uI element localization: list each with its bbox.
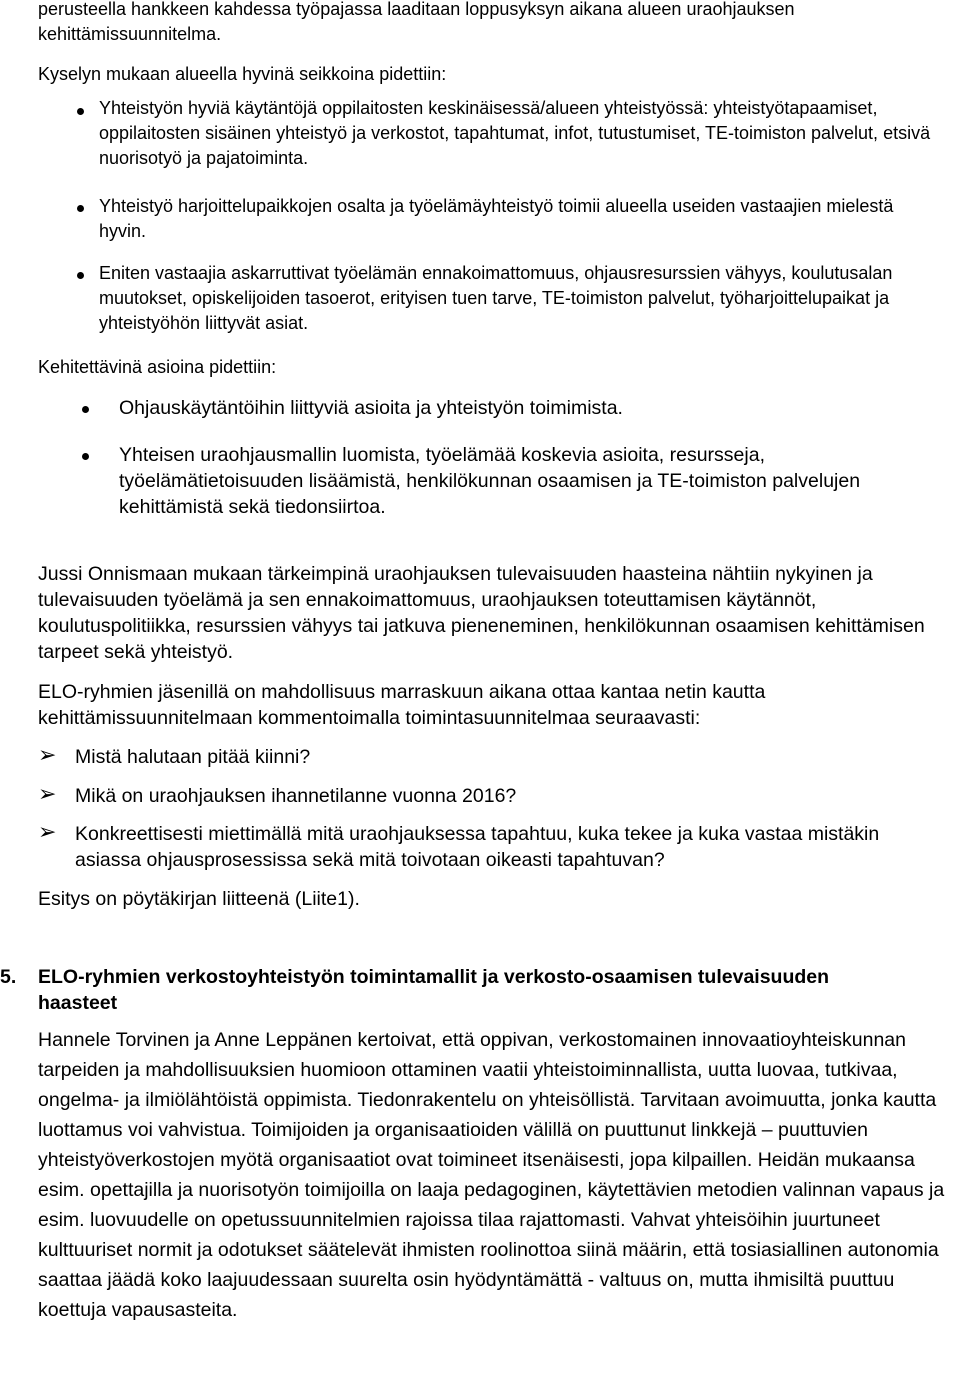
- section-number: 5.: [0, 966, 17, 988]
- good-things-heading: Kyselyn mukaan alueella hyvinä seikkoina pidettiin:: [38, 64, 447, 84]
- bullet-dot-icon: [82, 453, 89, 460]
- bullet-dot-icon: [77, 205, 84, 212]
- arrow-bullet-icon: ➢: [38, 743, 57, 768]
- list-item: Mistä halutaan pitää kiinni?: [75, 746, 311, 768]
- list-item: Mikä on uraohjauksen ihannetilanne vuonna 2016?: [75, 785, 517, 807]
- bullet-dot-icon: [82, 406, 89, 413]
- list-item: Ohjauskäytäntöihin liittyviä asioita ja yhteistyön toimimista.: [119, 397, 623, 419]
- intro-paragraph: perusteella hankkeen kahdessa työpajassa laaditaan loppusyksyn aikana alueen uraohjauksen kehittämissuunnitelma.: [38, 0, 795, 44]
- list-item: Konkreettisesti miettimällä mitä uraohjauksessa tapahtuu, kuka tekee ja kuka vastaa mistäkin asiassa ohjausprosessissa sekä mitä toivotaan oikeasti tapahtuvan?: [75, 823, 880, 871]
- list-item: Yhteisen uraohjausmallin luomista, työelämää koskevia asioita, resursseja, työelämätietoisuuden lisäämistä, henkilökunnan osaamisen ja TE-toimiston palvelujen kehittämistä sekä tiedonsiirtoa.: [119, 444, 861, 518]
- final-paragraph: Hannele Torvinen ja Anne Leppänen kertoivat, että oppivan, verkostomainen innovaatioyhteiskunnan tarpeiden ja mahdollisuuksien huomioon ottaminen vaatii yhteistoiminnallista, uutta luovaa, tutkivaa, ongelma- ja ilmiölähtöistä oppimista. Tiedonrakentelu on yhteisöllistä. Tarvitaan avoimuutta, jonka kautta luottamus voi vahvistua. Toimijoiden ja organisaatioiden välillä on puuttunut linkkejä – puuttuvien yhteistyöverkostojen myötä organisaatiot ovat toimineet itsenäisesti, jopa kilpaillen. Heidän mukaansa esim. opettajilla ja nuorisotyön toimijoilla on laaja pedagoginen, käytettävien metodien valinnan vapaus ja esim. luovuudelle on opetussuunnitelmien rajoissa tilaa rajattomasti. Vahvat yhteisöihin juurtuneet kulttuuriset normit ja odotukset säätelevät ihmisten roolinottoa siinä määrin, että tosiasiallinen autonomia saattaa jäädä koko laajuudessaan suurelta osin hyödyntämättä - valtuus on, mutta ihmisiltä puuttuu koettuja vapausasteita.: [38, 1029, 945, 1321]
- list-item: Yhteistyön hyviä käytäntöjä oppilaitosten keskinäisessä/alueen yhteistyössä: yhteistyötapaamiset, oppilaitosten sisäinen yhteistyö ja verkostot, tapahtumat, infot, tutustumiset, TE-toimiston palvelut, etsivä nuorisotyö ja pajatoiminta.: [99, 98, 931, 168]
- bullet-dot-icon: [77, 272, 84, 279]
- elo-paragraph: ELO-ryhmien jäsenillä on mahdollisuus marraskuun aikana ottaa kantaa netin kautta kehittämissuunnitelmaan kommentoimalla toimintasuunnitelmaa seuraavasti:: [38, 681, 766, 729]
- develop-heading: Kehitettävinä asioina pidettiin:: [38, 357, 277, 377]
- onnismaa-paragraph: Jussi Onnismaan mukaan tärkeimpinä uraohjauksen tulevaisuuden haasteina nähtiin nykyinen ja tulevaisuuden työelämä ja sen ennakoimattomuus, uraohjauksen toteuttamisen käytännöt, koulutuspolitiikka, resurssien vähyys tai jatkuva pieneneminen, henkilökunnan osaamisen kehittämisen tarpeet sekä yhteistyö.: [38, 563, 925, 663]
- list-item: Eniten vastaajia askarruttivat työelämän ennakoimattomuus, ohjausresurssien vähyys, koulutusalan muutokset, opiskelijoiden tasoerot, erityisen tuen tarve, TE-toimiston palvelut, työharjoittelupaikat ja yhteistyöhön liittyvät asiat.: [99, 263, 893, 333]
- bullet-dot-icon: [77, 108, 84, 115]
- list-item: Yhteistyö harjoittelupaikkojen osalta ja työelämäyhteistyö toimii alueella useiden vastaajien mielestä hyvin.: [99, 196, 894, 241]
- arrow-bullet-icon: ➢: [38, 782, 57, 807]
- attachment-note: Esitys on pöytäkirjan liitteenä (Liite1).: [38, 888, 360, 910]
- arrow-bullet-icon: ➢: [38, 820, 57, 845]
- section-title: ELO-ryhmien verkostoyhteistyön toimintamallit ja verkosto-osaamisen tulevaisuuden haasteet: [38, 966, 830, 1014]
